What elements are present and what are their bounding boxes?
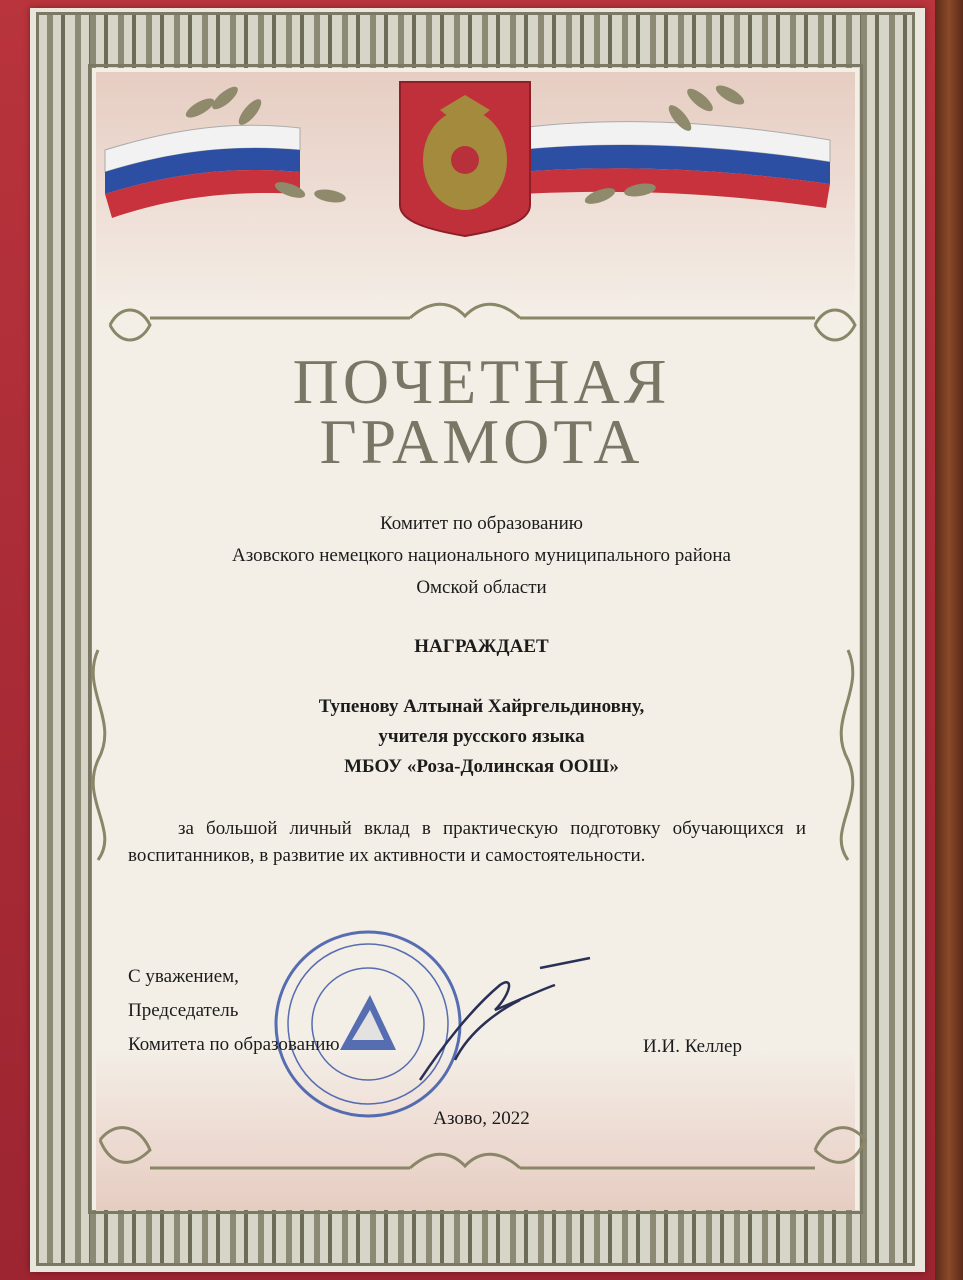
signature-line3: Комитета по образованию — [128, 1034, 340, 1055]
signer-name: И.И. Келлер — [643, 1036, 742, 1057]
recipient-name: Тупенову Алтынай Хайргельдиновну, — [318, 696, 645, 717]
certificate-title-line1: ПОЧЕТНАЯ — [292, 346, 671, 417]
recipient-school: МБОУ «Роза-Долинская ООШ» — [344, 756, 619, 777]
recipient-position: учителя русского языка — [378, 726, 585, 747]
award-reason: за большой личный вклад в практическую подготовку обучающихся и воспитанников, в развитие их активности и самостоятельности. — [128, 818, 806, 866]
certificate-title-line2: ГРАМОТА — [319, 406, 644, 477]
official-stamp-icon — [276, 932, 460, 1116]
issuer-line3: Омской области — [416, 577, 547, 598]
issuer-line2: Азовского немецкого национального муниципального района — [232, 545, 731, 566]
flourish-top-icon — [110, 304, 855, 340]
issuer-line1: Комитет по образованию — [380, 513, 583, 534]
coat-of-arms-icon — [400, 82, 530, 236]
signature-line2: Председатель — [128, 1000, 239, 1021]
awards-label: НАГРАЖДАЕТ — [414, 636, 549, 657]
signature-line1: С уважением, — [128, 966, 239, 987]
flourish-bottom-icon — [100, 1128, 865, 1168]
place-date: Азово, 2022 — [433, 1108, 530, 1129]
